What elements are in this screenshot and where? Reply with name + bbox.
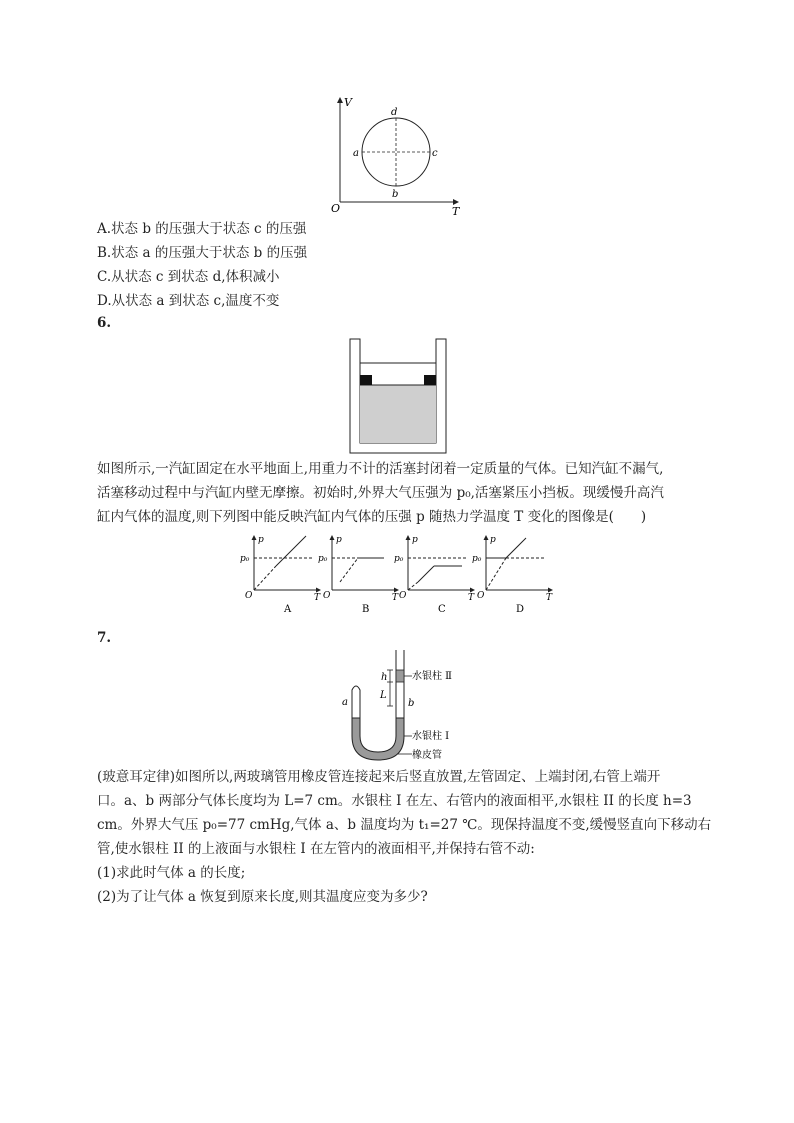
stop-right: [424, 375, 436, 385]
label-rubber-tube: 橡皮管: [412, 750, 442, 761]
t-axis-label: T: [314, 593, 321, 603]
q6-number: 6.: [97, 315, 112, 331]
p-axis-label: p: [412, 535, 418, 545]
v-axis-label: V: [344, 96, 352, 109]
origin-label: O: [245, 591, 253, 601]
label-b: b: [408, 698, 415, 709]
pt-graph-d: [472, 535, 553, 615]
p-axis-label: p: [258, 535, 264, 545]
p0-label: p₀: [240, 554, 250, 564]
label-mercury-1: 水银柱 Ⅰ: [412, 731, 450, 742]
q5-vt-diagram: [328, 94, 468, 219]
rubber-tube: [352, 718, 404, 760]
t-axis-label: T: [546, 593, 553, 603]
graph-option-label: B: [362, 604, 370, 615]
q6-cylinder-diagram: [348, 337, 448, 457]
q6-text-line-1: 如图所示,一汽缸固定在水平地面上,用重力不计的活塞封闭着一定质量的气体。已知汽缸不漏气,: [97, 461, 664, 477]
t-axis-label: T: [468, 593, 475, 603]
q7-question-2: (2)为了让气体 a 恢复到原来长度,则其温度应变为多少?: [97, 889, 428, 905]
q7-text-line-4: 管,使水银柱 II 的上液面与水银柱 I 在左管内的液面相平,并保持右管不动:: [97, 841, 535, 857]
origin-label: O: [477, 591, 485, 601]
pt-graph-b: [318, 535, 399, 615]
q6-pt-graphs: [240, 532, 560, 618]
pt-graph-c: [394, 535, 475, 615]
origin-label: O: [331, 202, 341, 215]
origin-label: O: [323, 591, 331, 601]
point-a: a: [353, 148, 359, 159]
q6-text-line-3: 缸内气体的温度,则下列图中能反映汽缸内气体的压强 p 随热力学温度 T 变化的图像是( ): [97, 509, 647, 525]
t-axis-label: T: [452, 205, 460, 218]
q5-option-b: B.状态 a 的压强大于状态 b 的压强: [97, 245, 308, 261]
q7-u-tube-diagram: [338, 648, 478, 766]
label-a: a: [342, 697, 348, 708]
pt-graph-a: [240, 535, 321, 615]
q5-option-a: A.状态 b 的压强大于状态 c 的压强: [97, 221, 307, 237]
p0-label: p₀: [472, 554, 482, 564]
q7-question-1: (1)求此时气体 a 的长度;: [97, 865, 246, 881]
p0-label: p₀: [394, 554, 404, 564]
p0-label: p₀: [318, 554, 328, 564]
q6-text-line-2: 活塞移动过程中与汽缸内壁无摩擦。初始时,外界大气压强为 p₀,活塞紧压小挡板。现缓慢升高汽: [97, 485, 664, 501]
origin-label: O: [399, 591, 407, 601]
stop-left: [360, 375, 372, 385]
gas-region: [360, 385, 436, 443]
mercury-column-2: [396, 670, 404, 682]
graph-option-label: A: [284, 604, 292, 615]
label-mercury-2: 水银柱 Ⅱ: [412, 671, 452, 682]
point-c: c: [432, 148, 438, 159]
q5-option-d: D.从状态 a 到状态 c,温度不变: [97, 293, 280, 309]
q7-number: 7.: [97, 630, 112, 646]
q7-text-line-1: (玻意耳定律)如图所以,两玻璃管用橡皮管连接起来后竖直放置,左管固定、上端封闭,右管上端开: [97, 769, 661, 785]
graph-option-label: C: [438, 604, 446, 615]
q5-option-c: C.从状态 c 到状态 d,体积减小: [97, 269, 280, 285]
label-h: h: [381, 672, 388, 683]
p-axis-label: p: [490, 535, 496, 545]
graph-option-label: D: [516, 604, 525, 615]
label-L: L: [380, 690, 387, 701]
q7-text-line-3: cm。外界大气压 p₀=77 cmHg,气体 a、b 温度均为 t₁=27 ℃。现保持温度不变,缓慢竖直向下移动右: [97, 817, 712, 833]
point-d: d: [391, 107, 398, 118]
p-axis-label: p: [336, 535, 342, 545]
q7-text-line-2: 口。a、b 两部分气体长度均为 L=7 cm。水银柱 I 在左、右管内的液面相平,水银柱 II 的长度 h=3: [97, 793, 692, 809]
point-b: b: [392, 189, 399, 200]
t-axis-label: T: [392, 593, 399, 603]
